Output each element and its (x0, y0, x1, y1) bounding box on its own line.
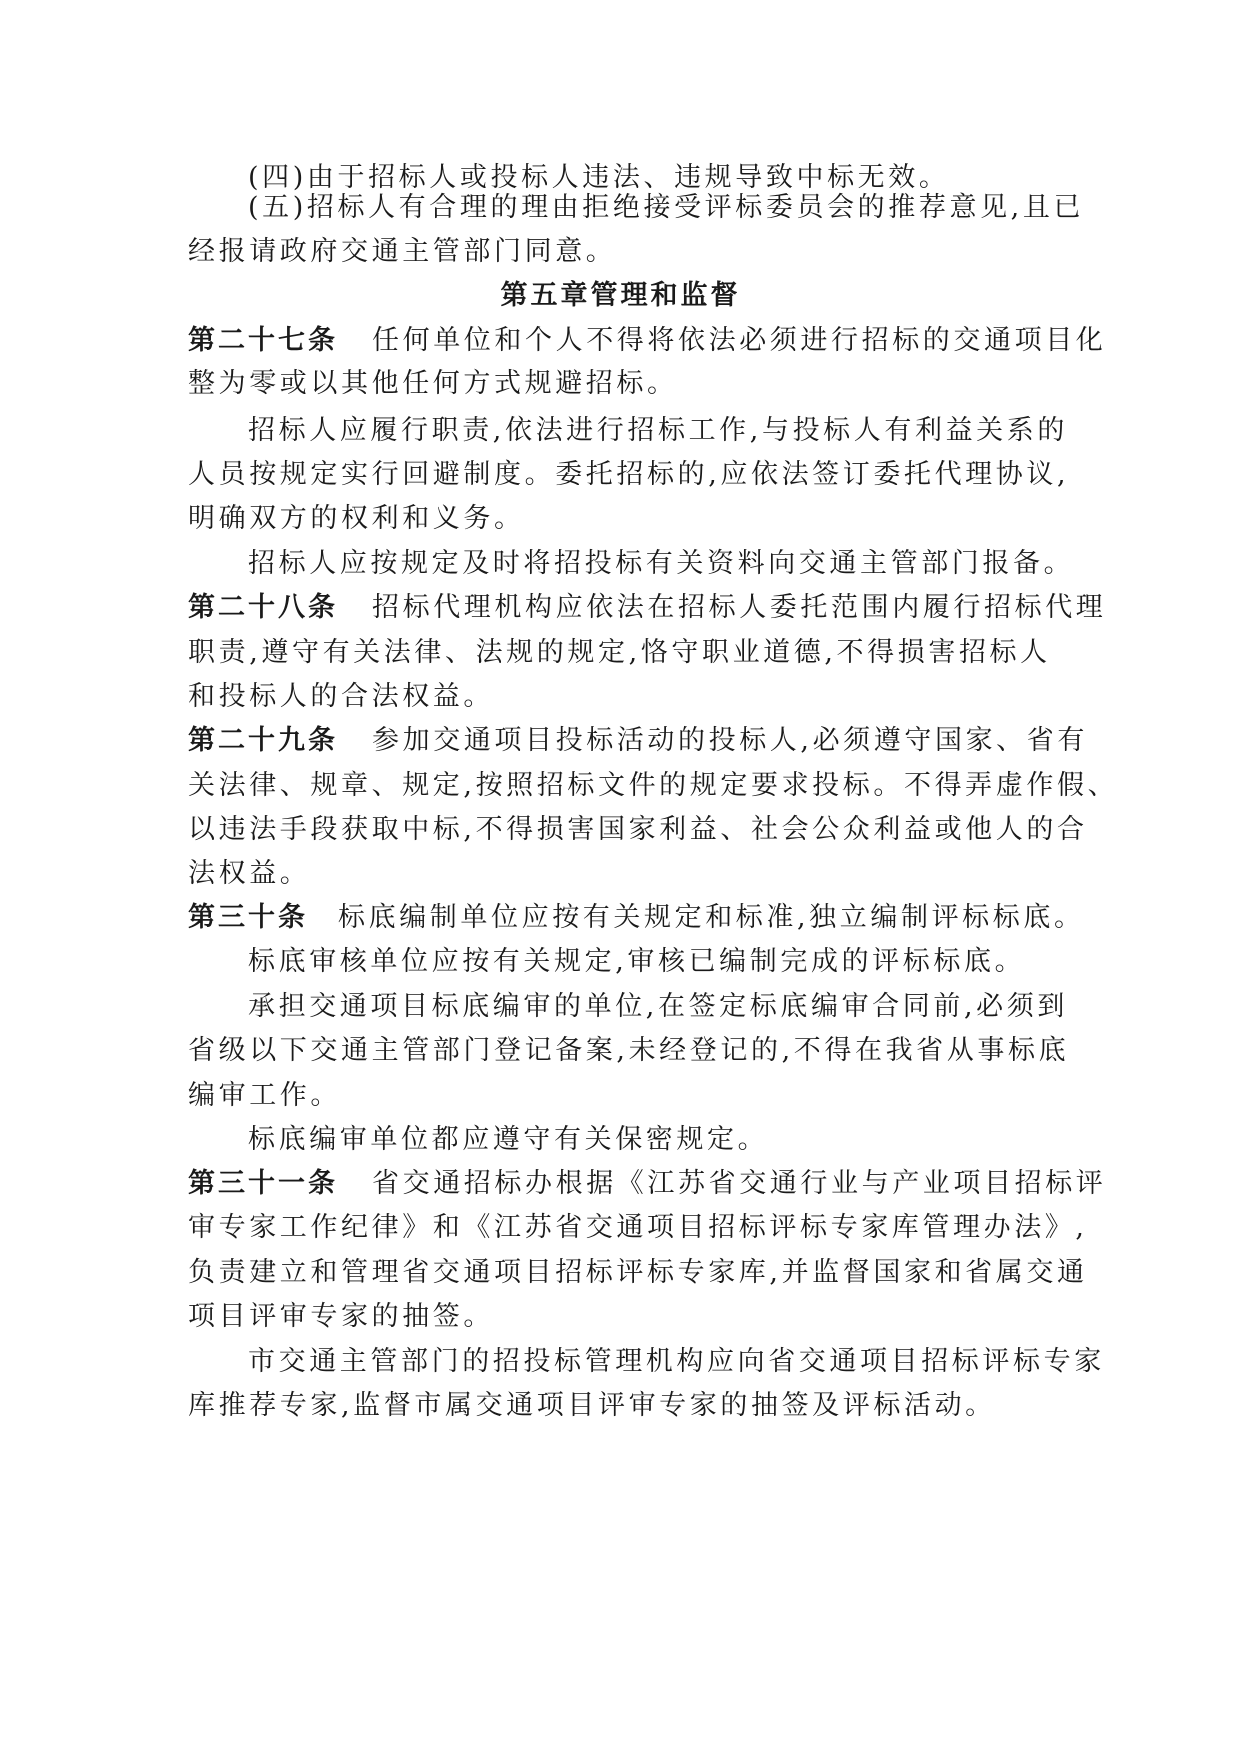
article-31-line-4: 项目评审专家的抽签。 (188, 1301, 494, 1332)
article-29-line-3: 以违法手段获取中标,不得损害国家利益、社会公众利益或他人的合 (188, 814, 1088, 845)
item-5-line-1: (五)招标人有合理的理由拒绝接受评标委员会的推荐意见,且已 (248, 192, 1085, 223)
article-31-text: 省交通招标办根据《江苏省交通行业与产业项目招标评 (372, 1168, 1107, 1199)
chapter-title: 第五章管理和监督 (500, 280, 741, 311)
article-28-line-1 (188, 588, 1106, 628)
article-31-p2-line-1: 市交通主管部门的招投标管理机构应向省交通项目招标评标专家 (248, 1346, 1105, 1377)
article-29-heading: 第二十九条 (188, 725, 338, 756)
article-27-line-1 (188, 321, 1106, 361)
item-4: (四)由于招标人或投标人违法、违规导致中标无效。 (248, 162, 950, 193)
article-31-line-2: 审专家工作纪律》和《江苏省交通项目招标评标专家库管理办法》, (188, 1212, 1088, 1243)
article-30-p3-line-2: 省级以下交通主管部门登记备案,未经登记的,不得在我省从事标底 (188, 1035, 1070, 1066)
article-27-p2-line-2: 人员按规定实行回避制度。委托招标的,应依法签订委托代理协议, (188, 459, 1070, 490)
article-29-line-1 (188, 721, 1088, 761)
article-31-line-1 (188, 1164, 1106, 1204)
article-29-line-4: 法权益。 (188, 858, 311, 889)
article-28-line-2: 职责,遵守有关法律、法规的规定,恪守职业道德,不得损害招标人 (188, 637, 1051, 668)
article-28-line-3: 和投标人的合法权益。 (188, 681, 494, 712)
article-28-heading: 第二十八条 (188, 592, 338, 623)
article-30-p3-line-3: 编审工作。 (188, 1080, 341, 1111)
article-29-line-2: 关法律、规章、规定,按照招标文件的规定要求投标。不得弄虚作假、 (188, 770, 1119, 801)
article-27-p2-line-1: 招标人应履行职责,依法进行招标工作,与投标人有利益关系的 (248, 415, 1068, 446)
article-31-p2-line-2: 库推荐专家,监督市属交通项目评审专家的抽签及评标活动。 (188, 1390, 996, 1421)
article-30-p2-line-1: 标底审核单位应按有关规定,审核已编制完成的评标标底。 (248, 946, 1026, 977)
article-30-text: 标底编制单位应按有关规定和标准,独立编制评标标底。 (338, 902, 1085, 933)
article-29-text: 参加交通项目投标活动的投标人,必须遵守国家、省有 (372, 725, 1088, 756)
article-30-p4-line-1: 标底编审单位都应遵守有关保密规定。 (248, 1124, 769, 1155)
article-27-p2-line-3: 明确双方的权利和义务。 (188, 503, 525, 534)
article-31-heading: 第三十一条 (188, 1168, 338, 1199)
article-27-text: 任何单位和个人不得将依法必须进行招标的交通项目化 (372, 325, 1107, 356)
article-30-p3-line-1: 承担交通项目标底编审的单位,在签定标底编审合同前,必须到 (248, 991, 1068, 1022)
article-28-text: 招标代理机构应依法在招标人委托范围内履行招标代理 (372, 592, 1107, 623)
article-30-heading: 第三十条 (188, 902, 308, 933)
article-31-line-3: 负责建立和管理省交通项目招标评标专家库,并监督国家和省属交通 (188, 1257, 1088, 1288)
article-27-p3-line-1: 招标人应按规定及时将招投标有关资料向交通主管部门报备。 (248, 548, 1075, 579)
article-27-line-2: 整为零或以其他任何方式规避招标。 (188, 368, 678, 399)
article-30-line-1 (188, 898, 1085, 938)
item-5-line-2: 经报请政府交通主管部门同意。 (188, 236, 617, 267)
article-27-heading: 第二十七条 (188, 325, 338, 356)
